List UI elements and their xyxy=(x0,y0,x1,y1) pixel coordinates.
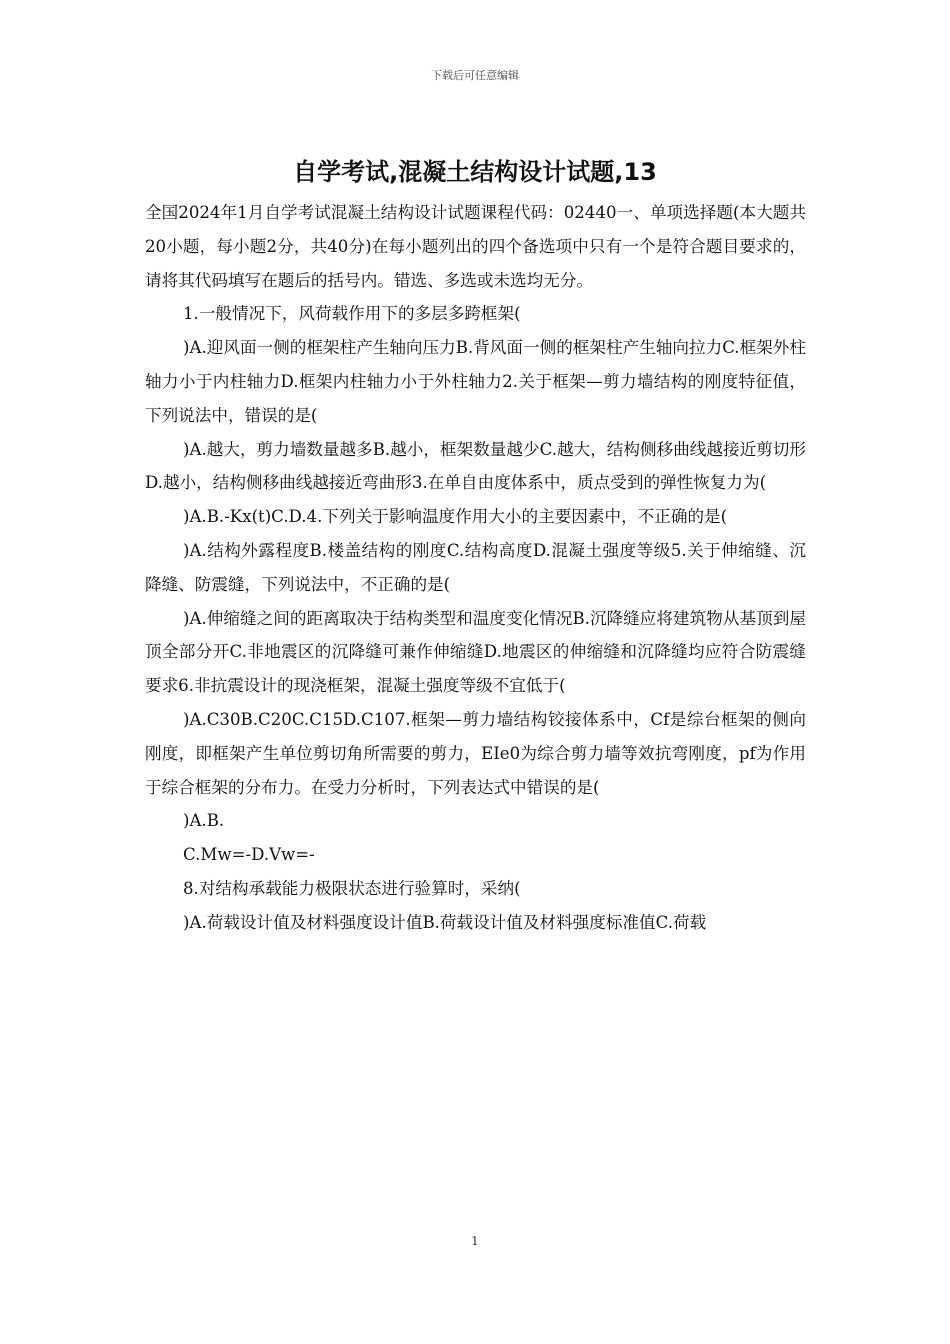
question-paragraph: )A.C30B.C20C.C15D.C107.框架—剪力墙结构铰接体系中，Cf是综台框架的侧向刚度，即框架产生单位剪切角所需要的剪力，EIe0为综合剪力墙等效抗弯刚度，pf为作用于综合框架的分布力。在受力分析时，下列表达式中错误的是( xyxy=(145,709,806,797)
question-paragraph: )A.越大，剪力墙数量越多B.越小，框架数量越少C.越大，结构侧移曲线越接近剪切形D.越小，结构侧移曲线越接近弯曲形3.在单自由度体系中，质点受到的弹性恢复力为( xyxy=(145,439,806,493)
page-header: 下载后可任意编辑 xyxy=(431,69,519,82)
question-paragraph: C.Mw=-D.Vw=- xyxy=(183,845,315,865)
question-paragraph: )A.伸缩缝之间的距离取决于结构类型和温度变化情况B.沉降缝应将建筑物从基顶到屋顶全部分开C.非地震区的沉降缝可兼作伸缩缝D.地震区的伸缩缝和沉降缝均应符合防震缝要求6.非抗震设计的现浇框架，混凝土强度等级不宜低于( xyxy=(145,608,806,696)
intro-paragraph: 全国2024年1月自学考试混凝土结构设计试题课程代码：02440一、单项选择题(本大题共20小题，每小题2分，共40分)在每小题列出的四个备选项中只有一个是符合题目要求的，请将其代码填写在题后的括号内。错选、多选或未选均无分。 xyxy=(145,203,806,290)
question-paragraph: )A.B. xyxy=(183,811,225,831)
page-number: 1 xyxy=(471,1234,479,1248)
question-paragraph: 8.对结构承载能力极限状态进行验算时，采纳( xyxy=(183,878,521,898)
document-body xyxy=(145,196,806,940)
document-title: 自学考试,混凝土结构设计试题,13 xyxy=(293,158,657,186)
question-paragraph: )A.荷载设计值及材料强度设计值B.荷载设计值及材料强度标准值C.荷载 xyxy=(183,912,707,932)
question-paragraph: )A.B.-Kx(t)C.D.4.下列关于影响温度作用大小的主要因素中，不正确的是( xyxy=(183,507,728,527)
question-paragraph: )A.迎风面一侧的框架柱产生轴向压力B.背风面一侧的框架柱产生轴向拉力C.框架外柱轴力小于内柱轴力D.框架内柱轴力小于外柱轴力2.关于框架—剪力墙结构的刚度特征值，下列说法中，错误的是( xyxy=(145,338,806,425)
question-paragraph: )A.结构外露程度B.楼盖结构的刚度C.结构高度D.混凝土强度等级5.关于伸缩缝、沉降缝、防震缝，下列说法中，不正确的是( xyxy=(145,540,806,594)
question-paragraph: 1.一般情况下，风荷载作用下的多层多跨框架( xyxy=(183,304,521,324)
